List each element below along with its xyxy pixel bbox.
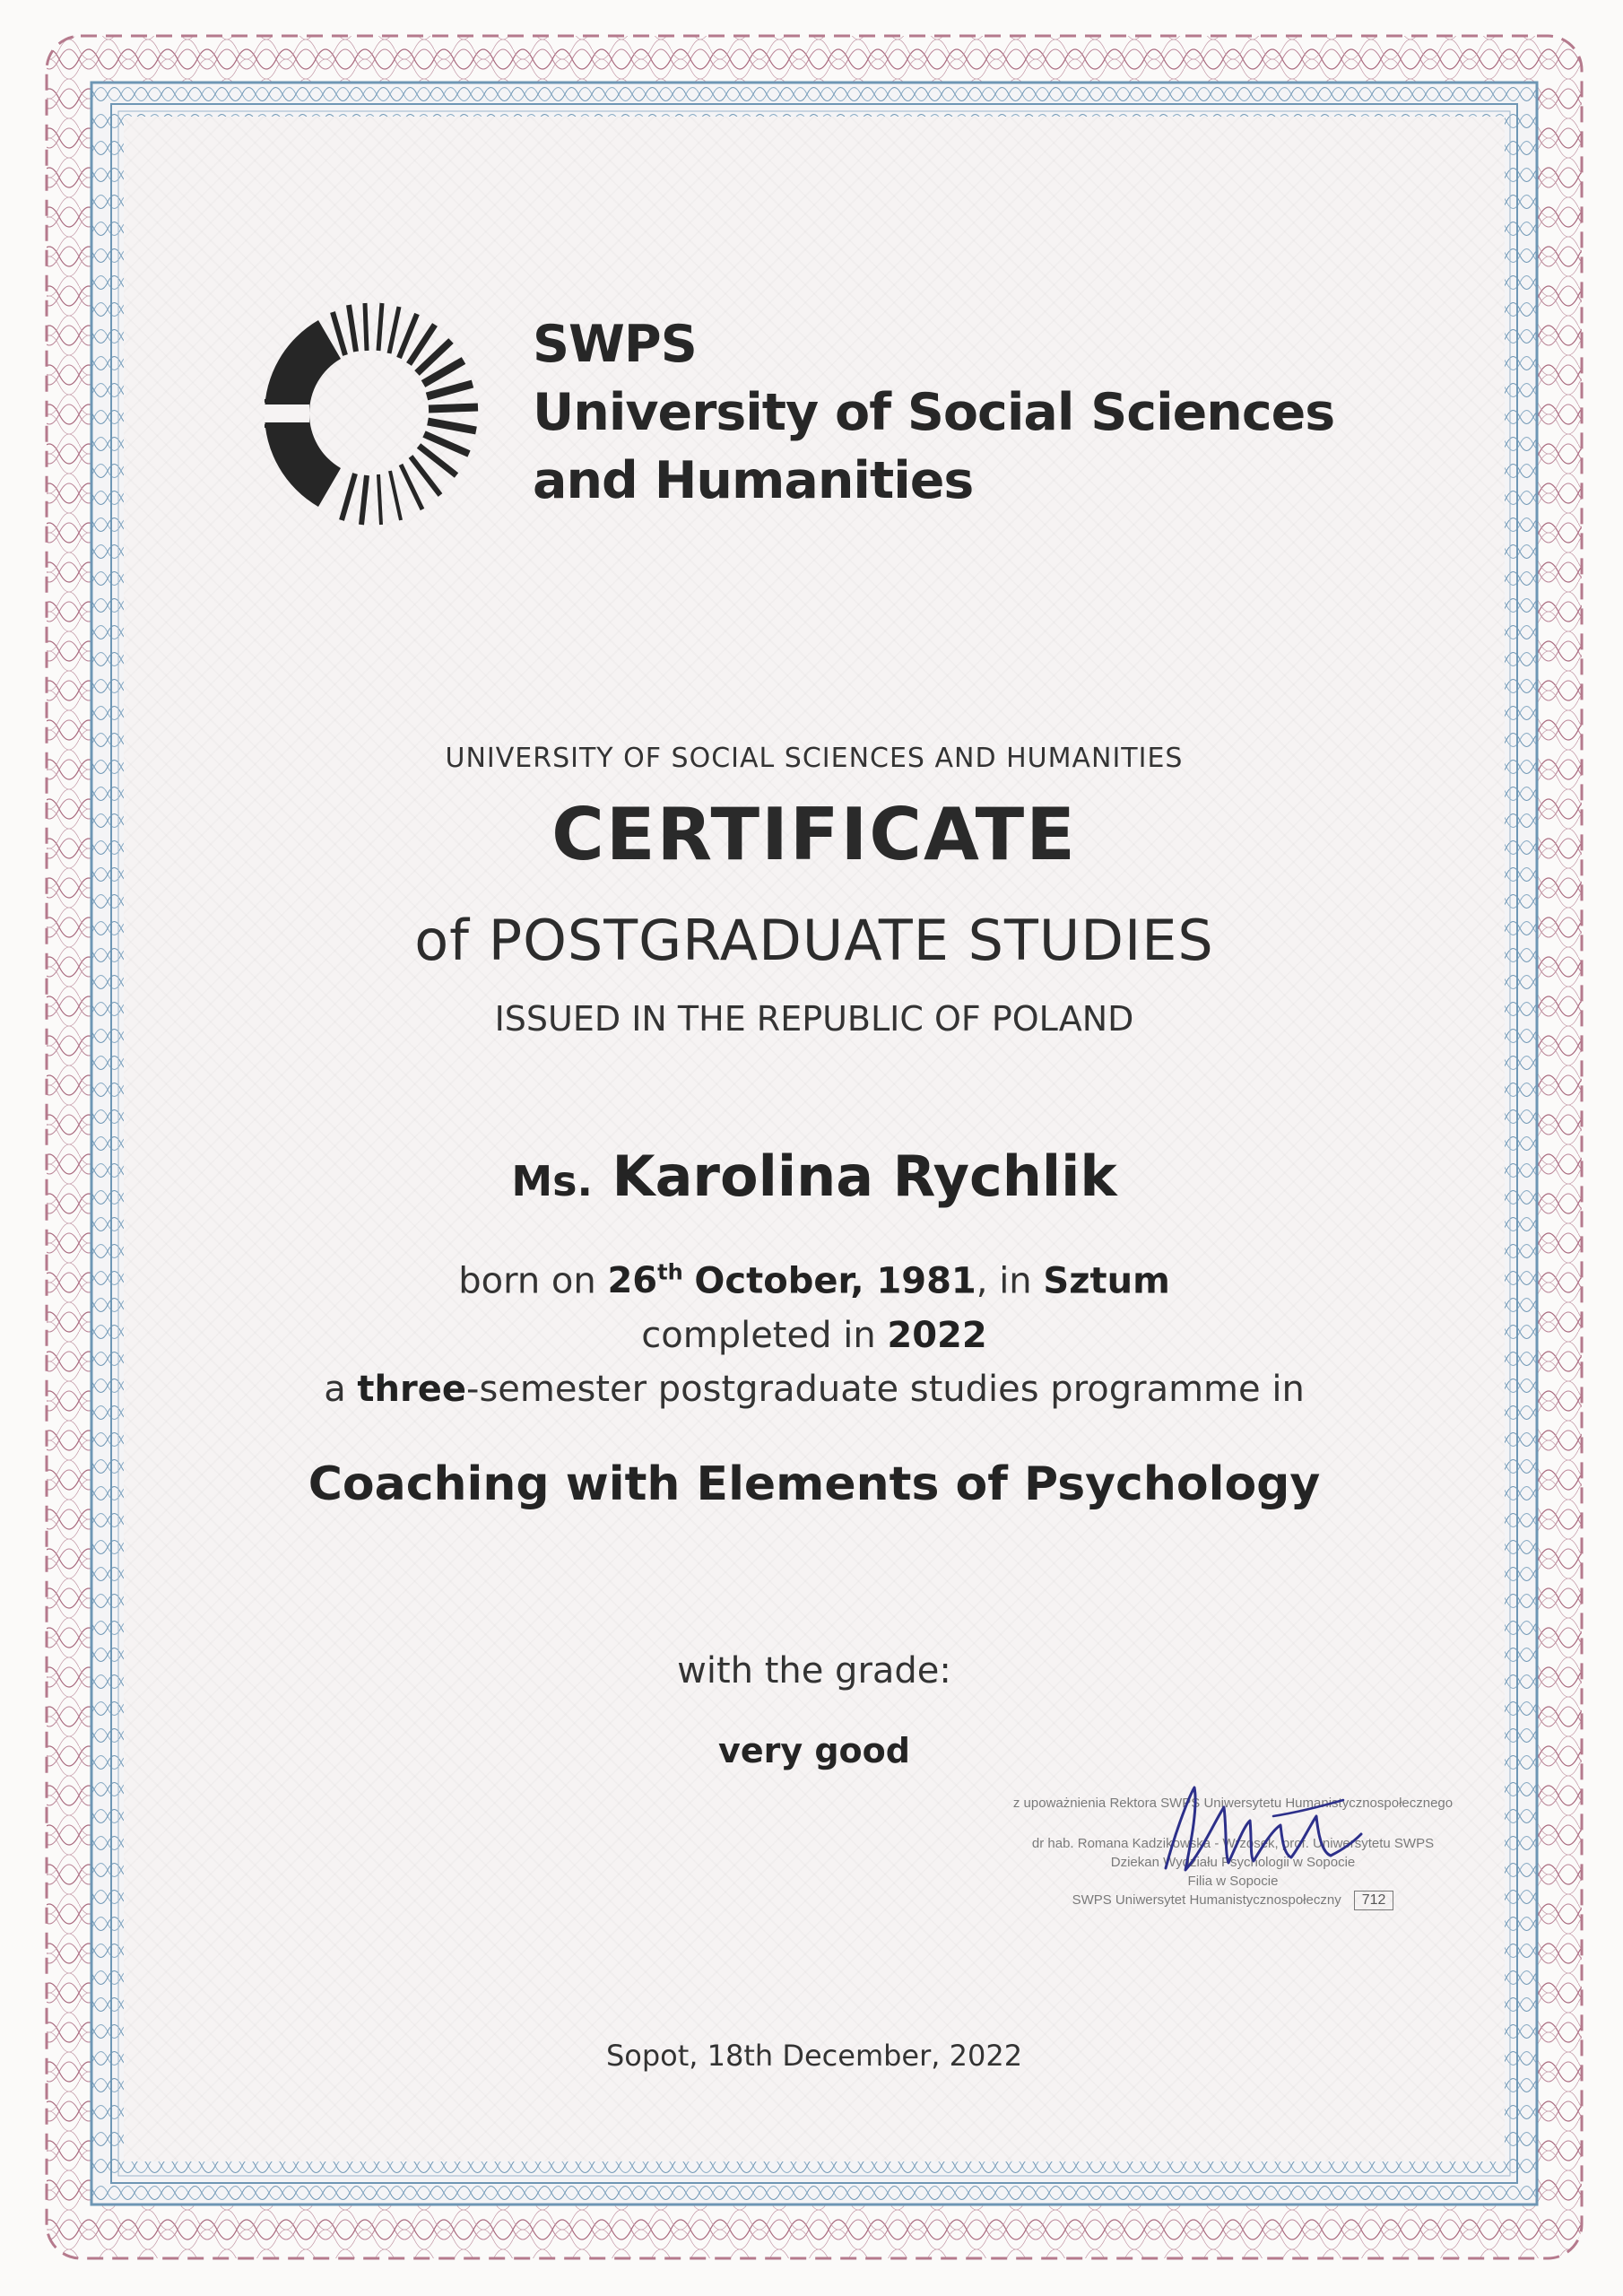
completion-year: 2022 [887,1315,987,1356]
programme-prefix: a [324,1369,346,1410]
programme-suffix: -semester postgraduate studies programme in [466,1369,1305,1410]
certificate-title: CERTIFICATE [551,793,1077,876]
birth-month-year: October, 1981 [694,1260,976,1302]
grade-value: very good [718,1731,910,1770]
university-heading: UNIVERSITY OF SOCIAL SCIENCES AND HUMANITIES [445,743,1184,774]
place-and-date: Sopot, 18th December, 2022 [605,2039,1023,2073]
handwritten-signature [1139,1780,1372,1883]
born-prefix: born on [458,1260,596,1302]
birth-place: Sztum [1043,1260,1170,1302]
programme-name: Coaching with Elements of Psychology [308,1457,1321,1511]
stamp-signer: dr hab. Romana Kadzikowska - Wrzosek, prof. Uniwersytetu SWPS [1031,1836,1435,1851]
stamp-number: 712 [1354,1891,1394,1910]
stamp-role: Dziekan Wydziału Psychologii w Sopocie [1110,1855,1356,1870]
stamp-authorization: z upoważnienia Rektora SWPS Uniwersytetu Humanistycznospołecznego [1012,1796,1454,1811]
wordmark-line-2: University of Social Sciences [533,383,1335,442]
completion-year-line [124,1315,1505,1356]
birth-day: 26th [607,1260,683,1302]
recipient-title: Ms. [511,1157,593,1205]
recipient-name: Karolina Rychlik [612,1144,1117,1209]
subtitle-main: POSTGRADUATE STUDIES [488,908,1214,973]
stamp-institution-line [995,1891,1471,1910]
birth-details [124,1260,1505,1301]
wordmark-line-3: and Humanities [533,451,974,510]
subtitle-prefix: of [414,908,470,973]
completed-prefix: completed in [641,1315,876,1356]
recipient-name-line [124,1144,1505,1209]
wordmark-line-1: SWPS [533,315,697,374]
programme-description [124,1369,1505,1410]
university-wordmark [533,310,1447,515]
stamp-branch: Filia w Sopocie [1187,1874,1279,1889]
issued-statement: ISSUED IN THE REPUBLIC OF POLAND [494,999,1134,1039]
sunburst-ring-logo [256,296,489,531]
programme-length: three [357,1369,467,1410]
certificate-subtitle [124,908,1505,973]
stamp-institution: SWPS Uniwersytet Humanistycznospołeczny [1072,1892,1341,1908]
grade-label: with the grade: [677,1650,951,1692]
born-in: , in [976,1260,1032,1302]
